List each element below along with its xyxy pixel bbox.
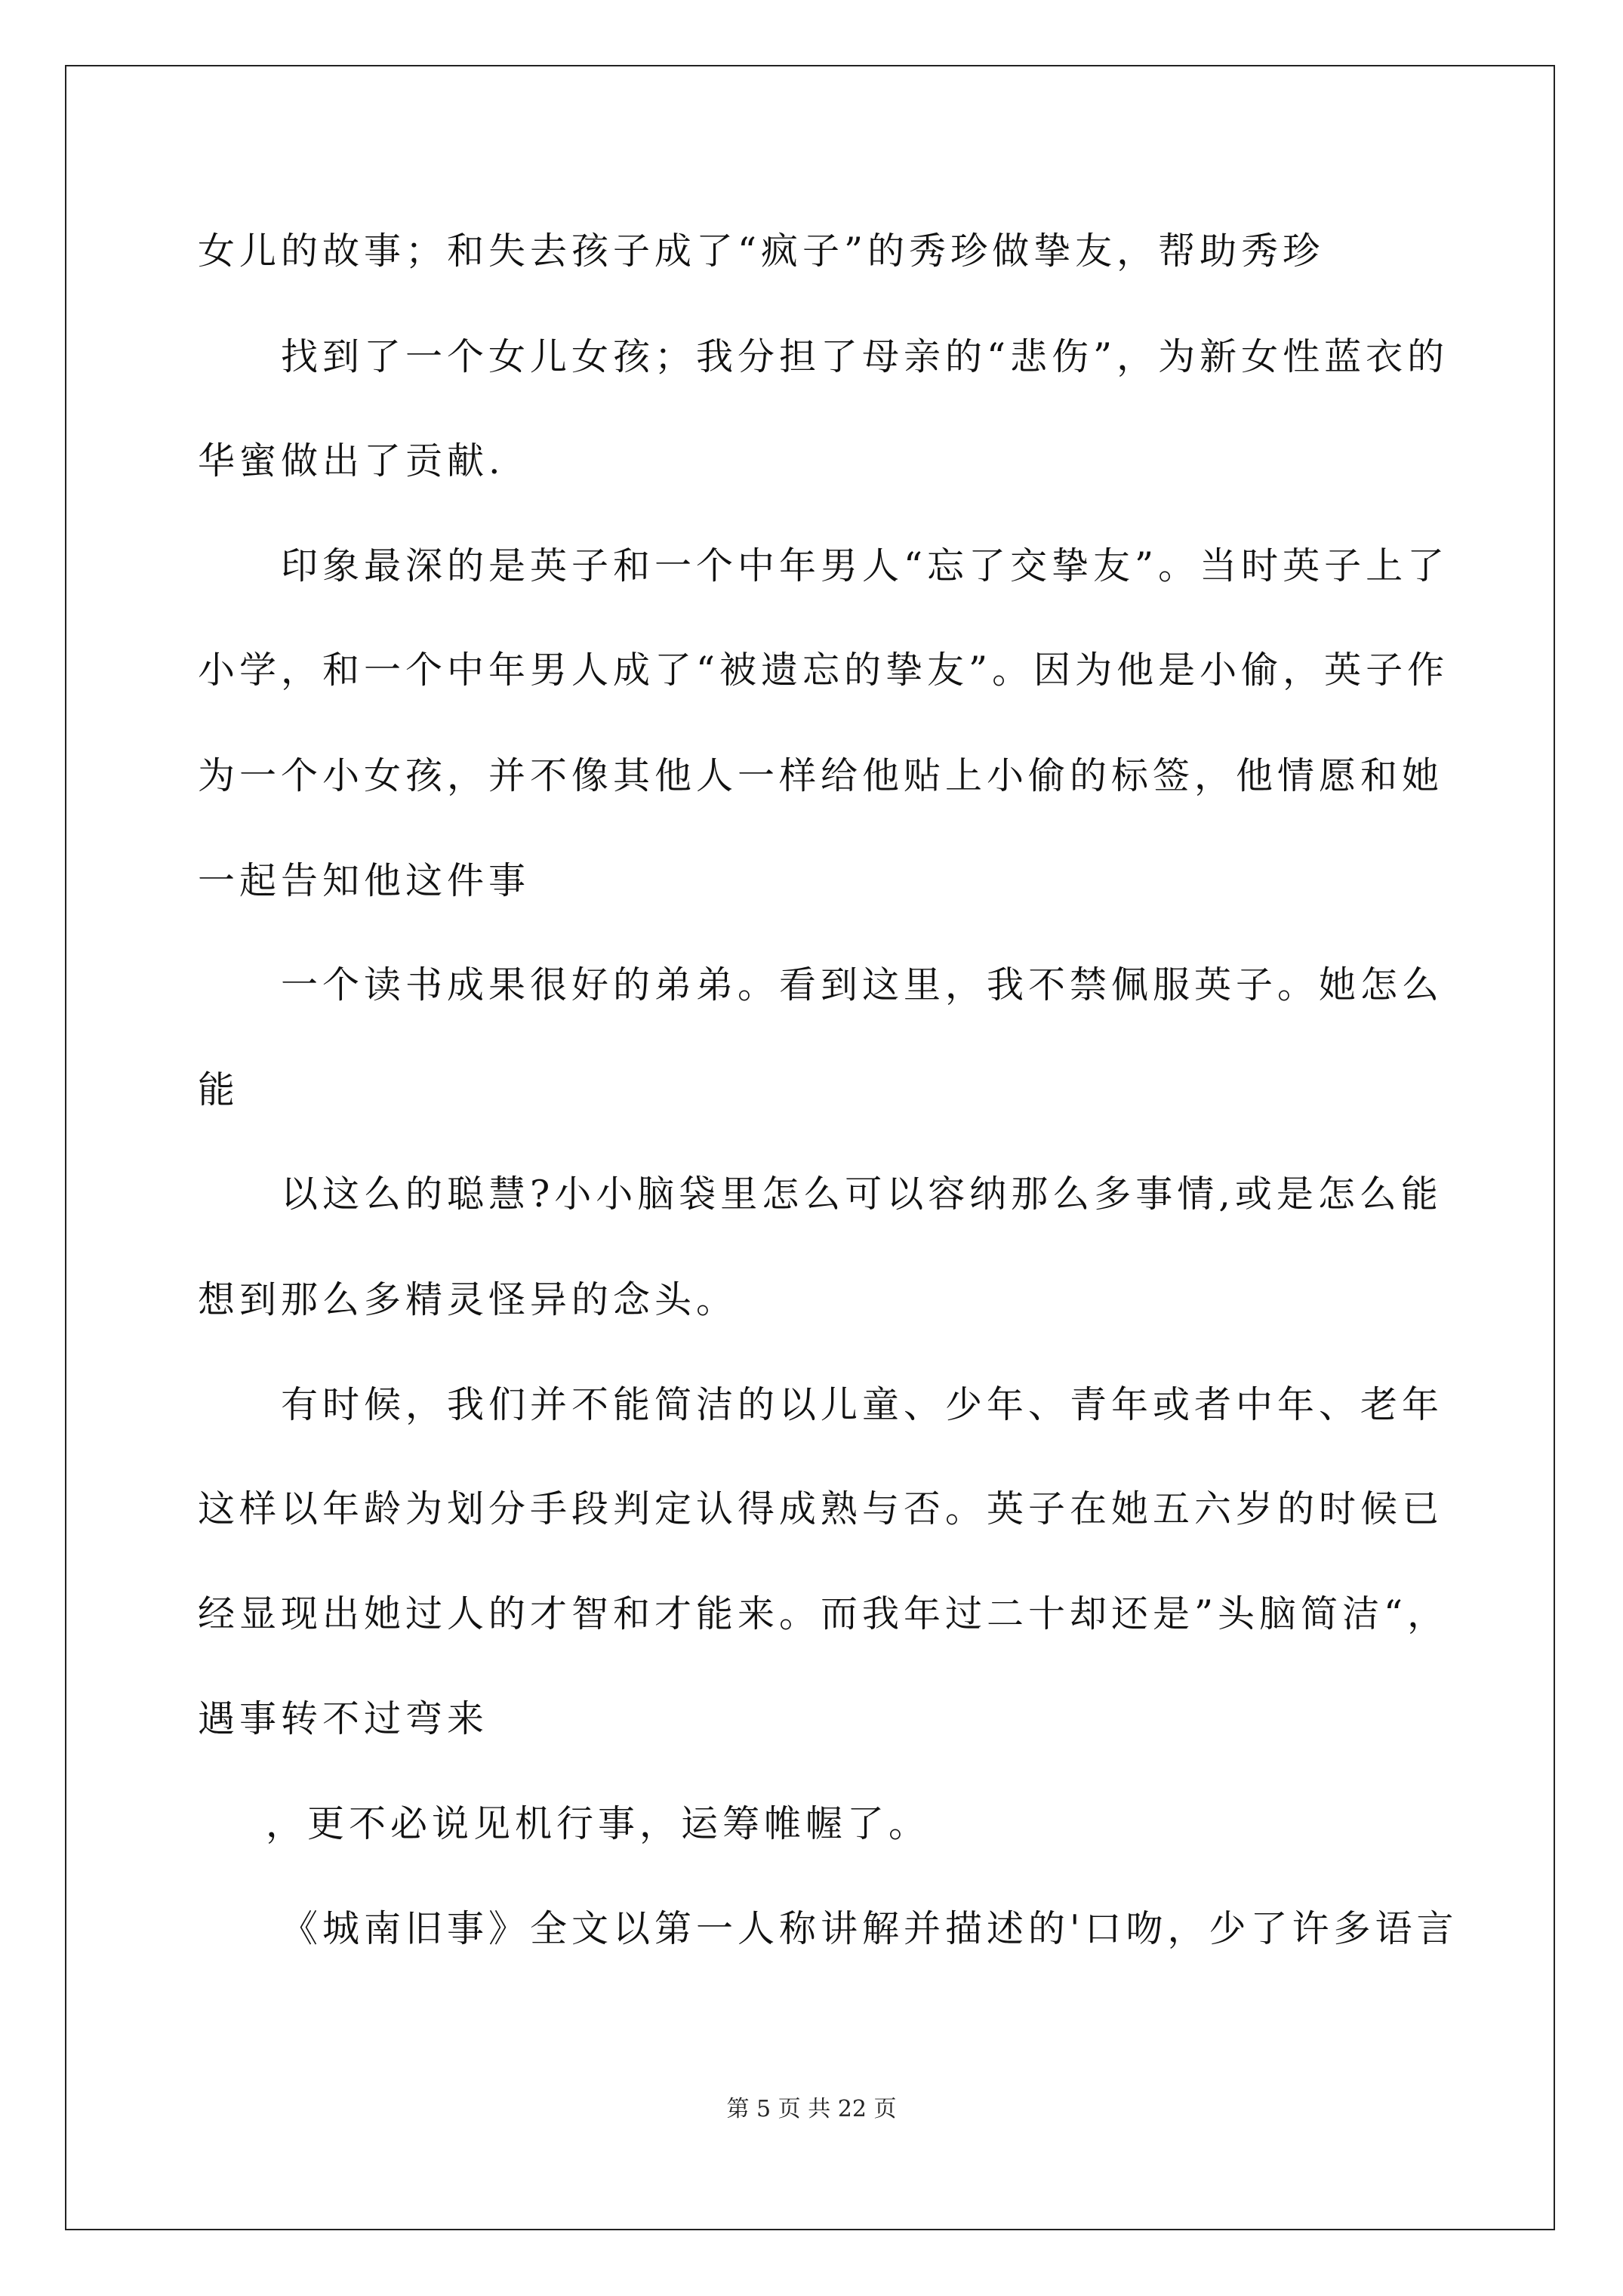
text-line: 《城南旧事》全文以第一人称讲解并描述的'口吻，少了许多语言 [281,1907,1458,1950]
text-line: ，更不必说见机行事，运筹帷幄了。 [266,1802,931,1845]
text-line: 遇事转不过弯来 [198,1697,489,1740]
text-line: 为一个小女孩，并不像其他人一样给他贴上小偷的标签，他情愿和她 [198,754,1444,797]
text-line: 一个读书成果很好的弟弟。看到这里，我不禁佩服英子。她怎么 [281,963,1444,1006]
text-line: 女儿的故事；和失去孩子成了“疯子”的秀珍做挚友，帮助秀珍 [198,230,1325,273]
text-line: 华蜜做出了贡献. [198,439,505,482]
text-line: 有时候，我们并不能简洁的以儿童、少年、青年或者中年、老年 [281,1383,1444,1426]
text-line: 一起告知他这件事 [198,859,531,902]
text-line: 找到了一个女儿女孩；我分担了母亲的“悲伤”，为新女性蓝衣的 [281,335,1449,378]
text-line: 能 [198,1068,240,1111]
text-line: 想到那么多精灵怪异的念头。 [198,1278,738,1321]
text-line: 经显现出她过人的才智和才能来。而我年过二十却还是”头脑简洁“， [198,1592,1449,1635]
text-line: 印象最深的是英子和一个中年男人“忘了交挚友”。当时英子上了 [281,544,1449,587]
page-border [65,65,1555,2230]
page-number-footer: 第 5 页 共 22 页 [726,2096,897,2122]
text-line: 小学，和一个中年男人成了“被遗忘的挚友”。因为他是小偷，英子作 [198,649,1449,692]
text-line: 以这么的聪慧?小小脑袋里怎么可以容纳那么多事情,或是怎么能 [281,1173,1443,1216]
text-line: 这样以年龄为划分手段判定认得成熟与否。英子在她五六岁的时候已 [198,1487,1444,1530]
